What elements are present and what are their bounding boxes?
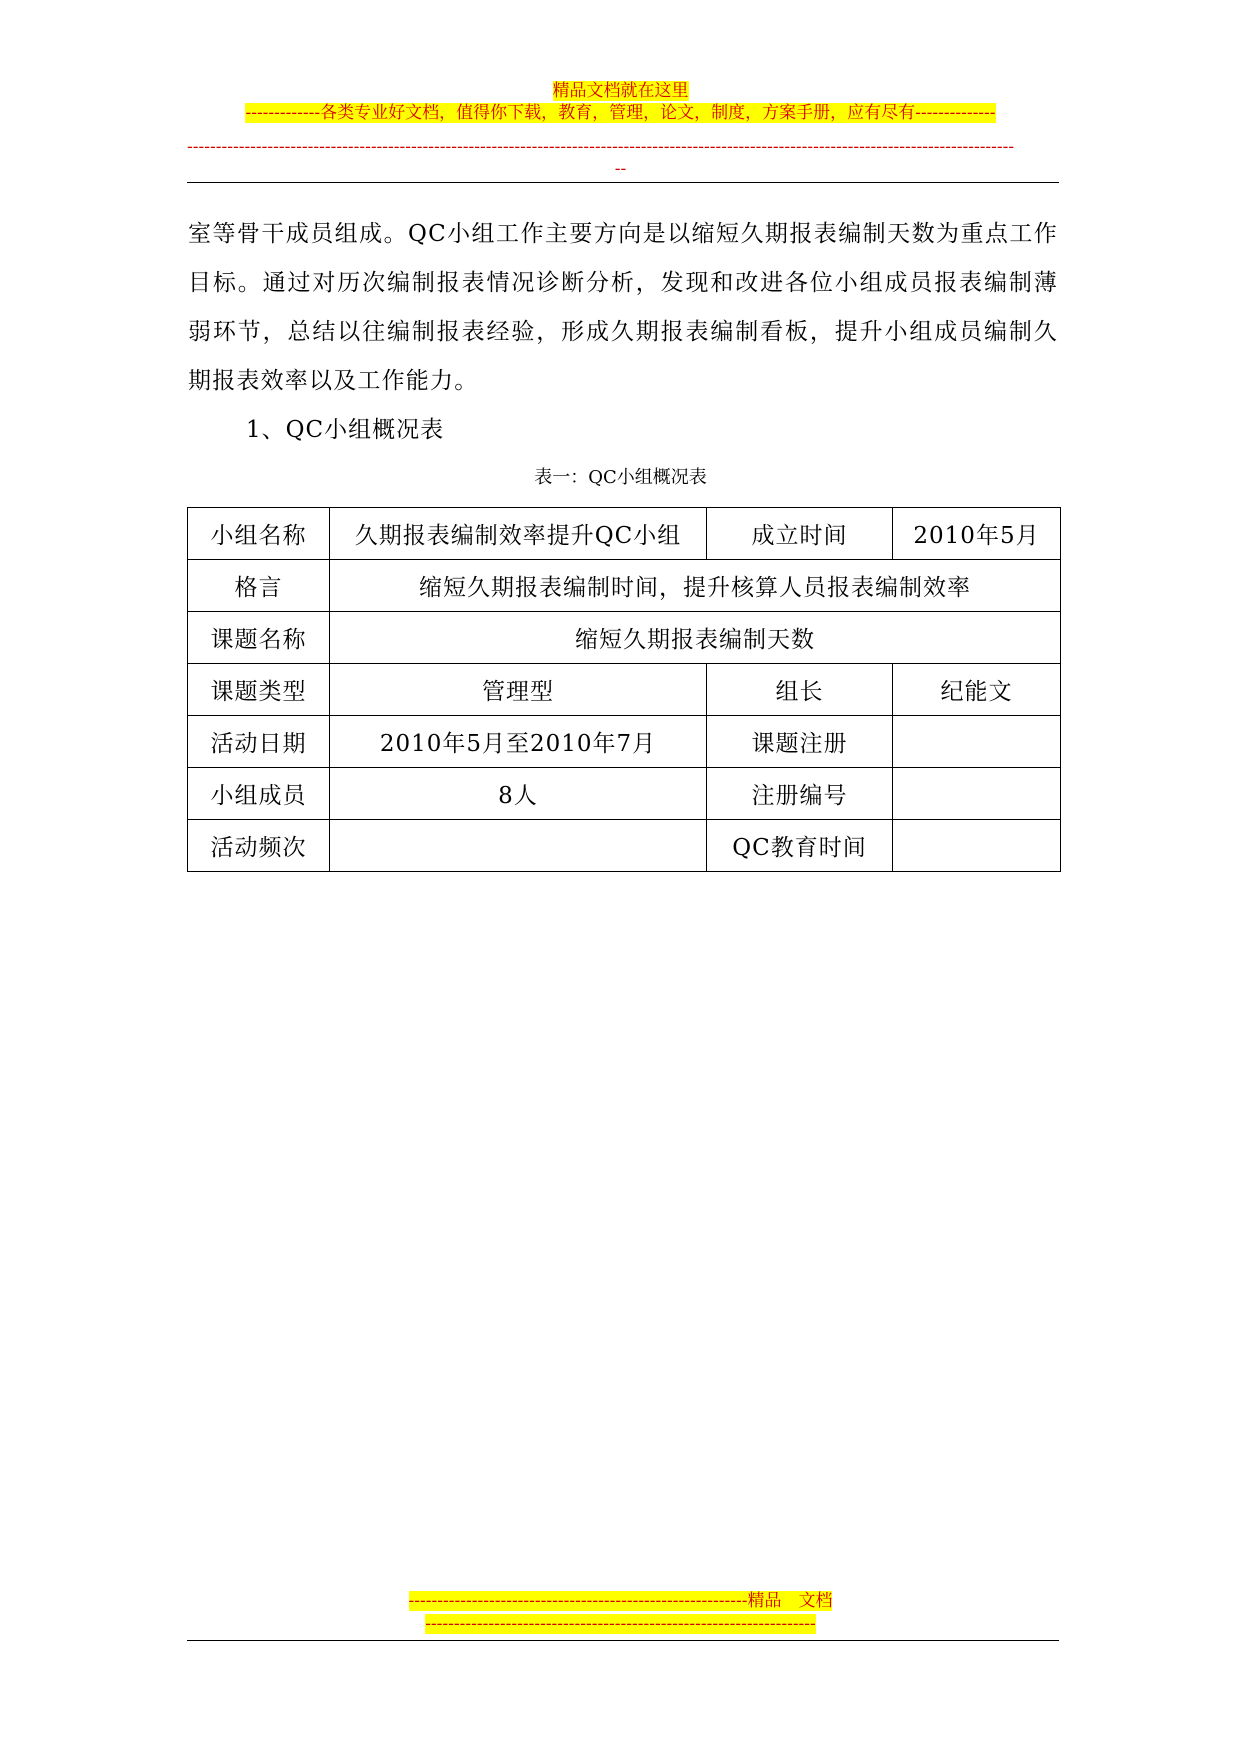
footer-rule [187, 1640, 1059, 1641]
table-caption: 表一：QC小组概况表 [534, 467, 707, 488]
body-paragraph-block [188, 210, 1058, 406]
table-cell [330, 820, 707, 872]
footer-line-2: -------------------------------------------------------------------- [425, 1614, 816, 1634]
table-cell: 纪能文 [893, 664, 1061, 716]
table-cell: 缩短久期报表编制天数 [330, 612, 1061, 664]
table-cell [893, 820, 1061, 872]
header-title-row [0, 80, 1241, 102]
footer-line-1: -----------------------------------------------------------精品 文档 [408, 1591, 833, 1611]
table-row [188, 716, 1061, 768]
footer-line-2-row [0, 1613, 1241, 1635]
table-cell: 缩短久期报表编制时间，提升核算人员报表编制效率 [330, 560, 1061, 612]
header-tagline: -------------各类专业好文档，值得你下载，教育，管理，论文，制度，方案手册，应有尽有-------------- [245, 103, 996, 123]
table-row [188, 612, 1061, 664]
table-cell: 小组名称 [188, 508, 330, 560]
table-cell: 课题注册 [707, 716, 893, 768]
table-row [188, 508, 1061, 560]
section-heading: 1、QC小组概况表 [246, 417, 445, 443]
header-title: 精品文档就在这里 [552, 81, 689, 101]
table-row [188, 560, 1061, 612]
table-cell: 课题名称 [188, 612, 330, 664]
table-cell: 活动日期 [188, 716, 330, 768]
body-paragraph: 室等骨干成员组成。QC小组工作主要方向是以缩短久期报表编制天数为重点工作目标。通过对历次编制报表情况诊断分析，发现和改进各位小组成员报表编制薄弱环节，总结以往编制报表经验，形成久期报表编制看板，提升小组成员编制久期报表效率以及工作能力。 [188, 221, 1058, 394]
table-cell [893, 716, 1061, 768]
table-cell: 注册编号 [707, 768, 893, 820]
table-cell: 小组成员 [188, 768, 330, 820]
table-cell: 久期报表编制效率提升QC小组 [330, 508, 707, 560]
table-cell: 管理型 [330, 664, 707, 716]
header-rule [187, 182, 1059, 183]
footer-line-1-row [0, 1590, 1241, 1612]
table-cell: 2010年5月至2010年7月 [330, 716, 707, 768]
table-cell: 格言 [188, 560, 330, 612]
table-cell: 成立时间 [707, 508, 893, 560]
header-dashes-tail: -- [614, 159, 627, 179]
table-cell: 课题类型 [188, 664, 330, 716]
table-cell [893, 768, 1061, 820]
table-cell: 组长 [707, 664, 893, 716]
table-cell: QC教育时间 [707, 820, 893, 872]
table-cell: 活动频次 [188, 820, 330, 872]
table-cell: 8人 [330, 768, 707, 820]
table-row [188, 820, 1061, 872]
qc-overview-table [187, 507, 1061, 872]
table-row [188, 768, 1061, 820]
header-tagline-row [0, 102, 1241, 124]
header-dashes: ------------------------------------------------------------------------------------------------------------------------------------------------ [187, 137, 1015, 157]
table-cell: 2010年5月 [893, 508, 1061, 560]
table-row [188, 664, 1061, 716]
